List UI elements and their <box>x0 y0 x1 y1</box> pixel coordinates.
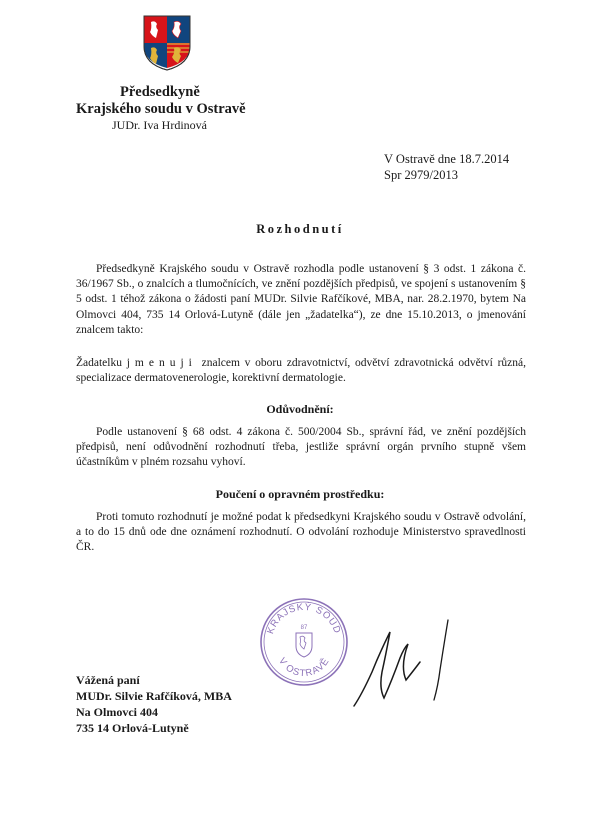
stamp-text-top: KRAJSKÝ SOUD <box>265 601 343 636</box>
remedy-paragraph: Proti tomuto rozhodnutí je možné podat k předsedkyni Krajského soudu v Ostravě odvolání, a to do 15 dnů ode dne oznámení rozhodnutí. O odvolání rozhoduje Ministerstvo spravedlnosti ČR. <box>76 511 526 554</box>
date-line: V Ostravě dne 18.7.2014 <box>384 152 510 166</box>
decision-text: znalcem v oboru zdravotnictví, odvětví zdravotnická odvětví různá, specializace dermatovenerologie, korektivní dermatologie. <box>76 357 527 385</box>
issuer-court: Krajského soudu v Ostravě <box>76 101 246 117</box>
state-emblem-icon <box>142 14 192 72</box>
justification-paragraph: Podle ustanovení § 68 odst. 4 zákona č. 500/2004 Sb., správní řád, ve znění pozdějších předpisů, není odůvodnění rozhodnutí třeba, jestliže správní orgán prvního stupně všem účastníkům v plném rozsahu vyhoví. <box>76 426 526 469</box>
document-title: Rozhodnutí <box>256 222 344 236</box>
court-stamp <box>258 596 350 688</box>
reference-number: Spr 2979/2013 <box>384 168 458 182</box>
stamp-number: 87 <box>300 625 308 631</box>
intro-paragraph: Předsedkyně Krajského soudu v Ostravě rozhodla podle ustanovení § 3 odst. 1 zákona č. 36/1967 Sb., o znalcích a tlumočnících, ve znění pozdějších předpisů, ve spojení s ustanovením § 5 odst. 1 téhož zákona o žádosti paní MUDr. Silvie Rafčíkové, MBA, nar. 28.2.1970, bytem Na Olmovci 404, 735 14 Orlová-Lutyně (dále jen „žadatelka“), ze dne 15.10.2013, o jmenování znalcem takto: <box>76 263 526 336</box>
decision-paragraph <box>76 356 526 386</box>
remedy-title: Poučení o opravném prostředku: <box>215 487 385 501</box>
svg-text:V OSTRAVĚ <box>276 656 332 679</box>
signature <box>340 614 480 710</box>
stamp-text-bottom: V OSTRAVĚ <box>276 655 332 680</box>
decision-lead: Žadatelku <box>76 357 122 369</box>
address-street: Na Olmovci 404 <box>76 705 158 719</box>
issuer-name: JUDr. Iva Hrdinová <box>112 118 207 132</box>
address-name: MUDr. Silvie Rafčíková, MBA <box>76 689 232 703</box>
decision-verb: jmenuji <box>126 357 197 369</box>
issuer-title: Předsedkyně <box>120 84 200 100</box>
justification-title: Odůvodnění: <box>266 402 334 416</box>
address-city: 735 14 Orlová-Lutyně <box>76 721 189 735</box>
address-greeting: Vážená paní <box>76 673 140 687</box>
